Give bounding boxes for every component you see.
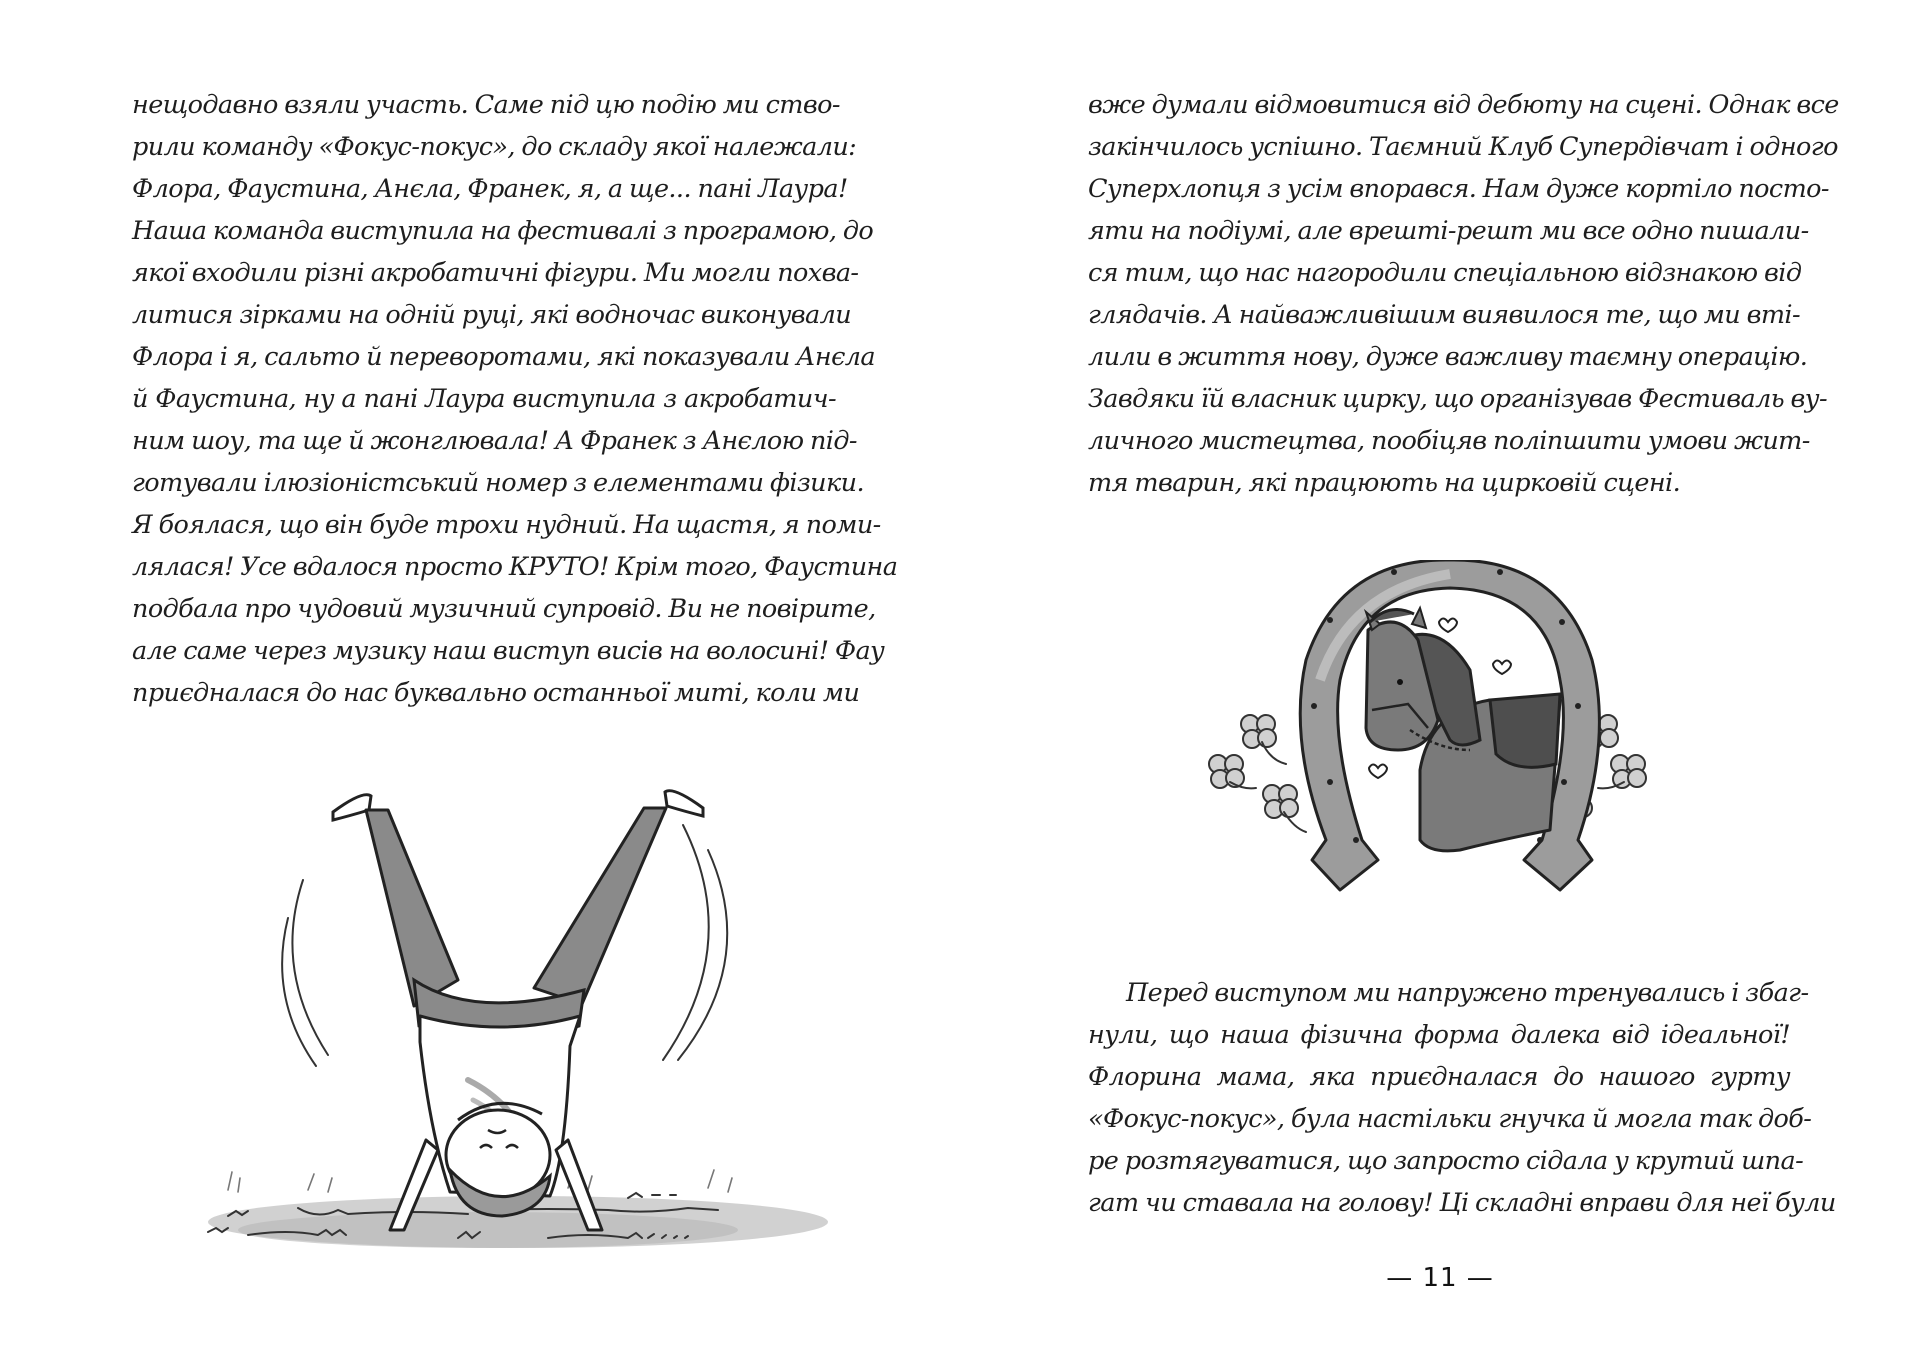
text-line: й Фаустина, ну а пані Лаура виступила з акробатич- (132, 384, 836, 414)
text-line: але саме через музику наш виступ висів на волосині! Фау (132, 636, 885, 666)
text-line: Флора, Фаустина, Анєла, Франек, я, а ще... пані Лаура! (132, 174, 848, 204)
page-number: — 11 — (1386, 1263, 1494, 1293)
text-line: Флора і я, сальто й переворотами, які показували Анєла (132, 342, 875, 372)
text-line: Я боялася, що він буде трохи нудний. На щастя, я поми- (132, 510, 881, 540)
right-page-paragraph-1 (1088, 84, 1839, 504)
handstand-illustration (188, 780, 848, 1260)
right-page-paragraph-2 (1088, 972, 1836, 1224)
text-line: ся тим, що нас нагородили спеціальною відзнакою від (1088, 258, 1802, 288)
text-line: гат чи ставала на голову! Ці складні вправи для неї були (1088, 1188, 1836, 1218)
right-page (960, 0, 1920, 1366)
text-line: рили команду «Фокус-покус», до складу якої належали: (132, 132, 857, 162)
text-line: яти на подіумі, але врешті-решт ми все одно пишали- (1088, 216, 1809, 246)
text-line: готували ілюзіоністський номер з елементами фізики. (132, 468, 864, 498)
text-line: лялася! Усе вдалося просто КРУТО! Крім того, Фаустина (132, 552, 898, 582)
text-line: Перед виступом ми напружено тренувались і збаг- (1126, 978, 1809, 1008)
text-line: Суперхлопця з усім впорався. Нам дуже кортіло посто- (1088, 174, 1829, 204)
text-line: якої входили різні акробатичні фігури. Ми могли похва- (132, 258, 859, 288)
horseshoe-pony-illustration (1200, 560, 1780, 900)
text-line: литися зірками на одній руці, які водночас виконували (132, 300, 852, 330)
text-line: Флорина мама, яка приєдналася до нашого гурту (1088, 1062, 1790, 1092)
text-line: Завдяки їй власник цирку, що організував Фестиваль ву- (1088, 384, 1827, 414)
text-line: глядачів. А найважливішим виявилося те, що ми вті- (1088, 300, 1801, 330)
text-line: нещодавно взяли участь. Саме під цю подію ми ство- (132, 90, 840, 120)
text-line: нули, що наша фізична форма далека від ідеальної! (1088, 1020, 1790, 1050)
text-line: Наша команда виступила на фестивалі з програмою, до (132, 216, 874, 246)
text-line: личного мистецтва, пообіцяв поліпшити умови жит- (1088, 426, 1810, 456)
text-line: ре розтягуватися, що запросто сідала у крутий шпа- (1088, 1146, 1804, 1176)
text-line: лили в життя нову, дуже важливу таємну операцію. (1088, 342, 1808, 372)
text-line: ним шоу, та ще й жонглювала! А Франек з Анєлою під- (132, 426, 857, 456)
text-line: приєдналася до нас буквально останньої миті, коли ми (132, 678, 860, 708)
left-page-paragraph (132, 84, 898, 714)
text-line: тя тварин, які працюють на цирковій сцені. (1088, 468, 1681, 498)
text-line: «Фокус-покус», була настільки гнучка й могла так доб- (1088, 1104, 1812, 1134)
text-line: закінчилось успішно. Таємний Клуб Супердівчат і одного (1088, 132, 1838, 162)
text-line: подбала про чудовий музичний супровід. Ви не повірите, (132, 594, 876, 624)
text-line: вже думали відмовитися від дебюту на сцені. Однак все (1088, 90, 1839, 120)
